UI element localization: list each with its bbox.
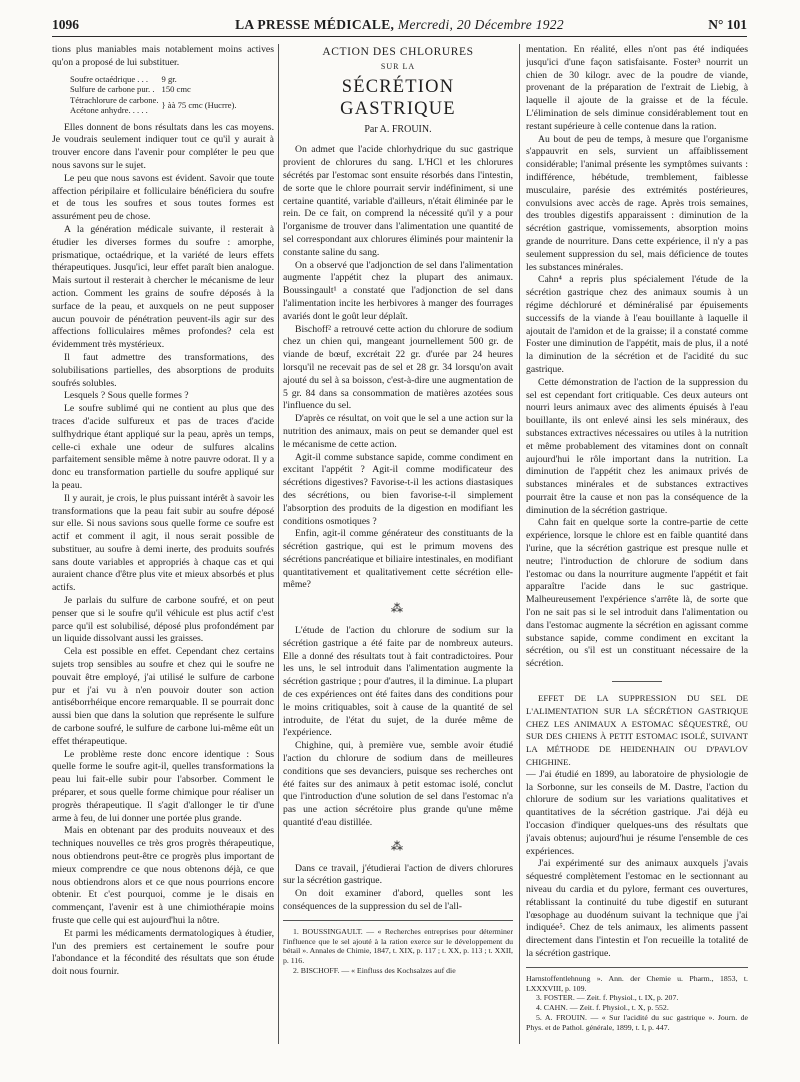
footnote: 2. BISCHOFF. — « Einfluss des Kochsalzes auf die	[293, 966, 456, 975]
paragraph: Elles donnent de bons résultats dans les cas moyens. Je voudrais seulement indiquer tout ce qu'il y aurait à trouver encore dans l'avenir pour compléter le peu que nous savons sur le sujet.	[52, 121, 274, 171]
issue-number: N° 101	[708, 17, 747, 32]
paragraph: Au bout de peu de temps, à mesure que l'organisme s'appauvrit en sels, survient un affaiblissement considérable; l'animal présente les symptômes suivants : indifférence, hébétude, tremblement, faiblesse musculaire, parésie des extrémités postérieures, convulsions avec accès de rage. Après trois semaines, des troubles digestifs apparaissent : diminution de la sécrétion gastrique, vomissements, absorption moins grande de nourriture. Dans cette expérience, il n'y a pas seulement suppression du sel, mais déficience de toutes les substances minérales.	[526, 133, 748, 273]
journal-name: LA PRESSE MÉDICALE,	[235, 17, 395, 32]
paragraph: Cahn⁴ a repris plus spécialement l'étude de la sécrétion gastrique chez des animaux soumis à un régime déchloruré et déminéralisé par épuisements successifs de la viande à l'eau bouillante à laquelle il ajoutait de l'amidon et de la graisse; il a constaté comme Foster une diminution de l'appétit, mais de plus, il a noté la diminution de la sécrétion et de l'acidité du suc gastrique.	[526, 274, 748, 375]
article-author: Par A. FROUIN.	[364, 123, 432, 135]
paragraph: Bischoff² a retrouvé cette action du chlorure de sodium chez un chien qui, mangeant journellement 500 gr. de viande de bœuf, excrétait 22 gr. d'urée par 24 heures lorsqu'il ne recevait pas de sel et 28 gr. 34 lorsqu'on avait ajouté du sel à sa boisson, c'est-à-dire une augmentation de 5 gr. 84 dans sa consommation de matières azotées sous l'influence du sel.	[283, 323, 513, 412]
footnote: 1. BOUSSINGAULT. — « Recherches entreprises pour déterminer l'influence que le sel ajouté à la ration exerce sur le développement du bétail ». Annales de Chimie, 1847, t. XIX, p. 117 ; t. XX, p. 113 ; t. XXII, p. 116.	[283, 926, 513, 966]
footnote: Harnstoffentlehnung ». Ann. der Chemie u. Pharm., 1853, t. LXXXVIII, p. 109.	[526, 973, 748, 993]
formula-amount: 150 cmc	[161, 84, 191, 95]
brace-icon: }	[161, 99, 166, 110]
formula-row	[70, 74, 240, 85]
paragraph: mentation. En réalité, elles n'ont pas été indiquées jusqu'ici d'une façon satisfaisante. Foster³ nourrit un chien de 30 kilogr. avec de la poudre de viande, provenant de la préparation de l'extrait de Liebig, à laquelle il ajoute de la graisse et de la fécule. L'élimination de sels diminue considérablement tout en restant supérieure à celle contenue dans la ration.	[526, 44, 748, 132]
footnotes	[526, 974, 748, 1033]
paragraph: Mais en obtenant par des produits nouveaux et des techniques nouvelles ce très gros progrès thérapeutique, nous obtiendrons peut-être ce progrès plus important de mieux comprendre ce que nous obtenons déjà, ce que nous obtiendrons alors et ce que nous pourrions encore obtenir. Et c'est pourquoi, comme je le disais en commençant, l'avenir est à une chimiothérapie moins fruste que celle qui est aujourd'hui la nôtre.	[52, 825, 274, 926]
formula-ingredient: Sulfure de carbone pur. .	[70, 84, 155, 95]
section-divider	[612, 681, 662, 682]
paragraph: Le problème reste donc encore identique : Sous quelle forme le soufre agit-il, quelles transformations la peau lui fait-elle subir pour l'absorber. Comment le préparer, et sous quelle forme chimique pour réaliser un progrès thérapeutique. Il s'agit d'allonger le tir d'une arme à feu, de lui donner une portée plus grande.	[52, 748, 274, 824]
paragraph: Le soufre sublimé qui ne contient au plus que des traces d'acide sulfureux et pas de traces d'acide sulfhydrique étant appliqué sur la peau, après un temps, celle-ci exhale une odeur de sulfures alcalins parfaitement sensible même à notre pauvre odorat. Il y a donc eu transformation partielle du soufre appliqué sur la peau.	[52, 403, 274, 491]
paragraph: On doit examiner d'abord, quelles sont les conséquences de la suppression du sel de l'all-	[283, 888, 513, 913]
formula-ingredient: Tétrachlorure de carbone.	[70, 94, 159, 105]
footnote: 4. CAHN. — Zeit. f. Physiol., t. X, p. 552.	[536, 1003, 669, 1013]
paragraph: Il faut admettre des transformations, des solubilisations partielles, des absorptions de produits soufrés solubles.	[52, 351, 274, 389]
paragraph: D'après ce résultat, on voit que le sel a une action sur la nutrition des animaux, mais on peut se demander quel est le mécanisme de cette action.	[283, 413, 513, 450]
article-title-line1: ACTION DES CHLORURES	[322, 46, 474, 58]
column-rule	[278, 44, 279, 1044]
paragraph: On admet que l'acide chlorhydrique du suc gastrique provient de chlorures du sang. L'HCl et les chlorures sécrétés par l'estomac sont ensuite résorbés dans l'intestin, de sorte que le chlore pourrait servir indéfiniment, si une certaine quantité, variable d'ailleurs, n'était éliminée par le rein. De ce fait, on comprend la nécessité qu'il y a pour l'organisme de trouver dans l'alimentation une quantité de sel correspondant aux chlorures éliminés pour maintenir la constante saline du sang.	[283, 144, 513, 258]
column-middle	[283, 44, 513, 1074]
formula-amount	[162, 95, 240, 116]
issue-date: Mercredi, 20 Décembre 1922	[397, 17, 564, 32]
column-right	[526, 44, 748, 1074]
footnote: 3. FOSTER. — Zeit. f. Physiol., t. IX, p. 207.	[536, 993, 679, 1003]
footnote-divider	[283, 920, 513, 921]
formula-ingredient: Acétone anhydre. . . . .	[70, 105, 148, 116]
formula-row	[70, 95, 240, 106]
formula-amount-text: àà 75 cmc (Hucrre).	[167, 99, 237, 110]
section-separator-stars: ⁂	[391, 601, 405, 616]
paragraph: Je parlais du sulfure de carbone soufré, et on peut penser que si le soufre qu'il véhicule est plus actif c'est parce qu'il est solubilisé, déposé plus profondément par un liquide dissolvant aussi les graisses.	[52, 595, 274, 645]
formula-row	[70, 84, 240, 95]
article-title-main: SÉCRÉTION GASTRIQUE	[340, 76, 456, 119]
section-separator-stars: ⁂	[391, 838, 405, 853]
paragraph: Agit-il comme substance sapide, comme condiment en excitant l'appétit ? Agit-il comme modificateur des sécrétions digestives? Favorise-t-il les actions diastasiques des sécrétions, ou bien favorise-t-il simplement l'absorption des produits de la digestion en modifiant les conditions osmotiques ?	[283, 451, 513, 527]
paragraph: L'étude de l'action du chlorure de sodium sur la sécrétion gastrique a été faite par de nombreux auteurs. Elle a donné des résultats tout à fait contradictoires. Pour les uns, le sel introduit dans l'alimentation augmente la sécrétion gastrique ; pour d'autres, il la diminue. La plupart de ces expériences ont été faites dans des conditions pour le moins critiquables, soit à cause de la quantité de sel introduite, de l'état du sujet, de la durée même de l'expérience.	[283, 625, 513, 739]
column-rule	[519, 44, 520, 1044]
journal-header	[52, 16, 747, 34]
formula-ingredient: Soufre octaédrique . . .	[70, 73, 149, 84]
column-left	[52, 44, 274, 1074]
paragraph: Enfin, agit-il comme générateur des constituants de la sécrétion gastrique, qui est le primum movens des sécrétions pancréatique et biliaire intestinales, en modifiant quantitativement et qualitativement cette sécrétion elle-même?	[283, 528, 513, 591]
footnote-divider	[526, 967, 748, 968]
formula-table	[70, 74, 240, 116]
paragraph: A la génération médicale suivante, il resterait à étudier les diverses formes du soufre : amorphe, prismatique, octaédrique, et la variété de leurs effets thérapeutiques. Jusqu'ici, leur effet paraît bien analogue. Mais surtout il resterait à chercher le mécanisme de leur action. Comment les grains de soufre déposés à la surface de la peau, et auxquels on ne peut supposer aucun pouvoir de pénétration peuvent-ils agir sur des affections folliculaires mêmes profondes? cela est évidemment très mystérieux.	[52, 223, 274, 351]
paragraph: Cette démonstration de l'action de la suppression du sel est cependant fort critiquable. Ces deux auteurs ont nourri leurs animaux avec des aliments épuisés à l'eau bouillante, ils ont enlevé ainsi les sels minéraux, des substances extractives nécessaires ou utiles à la nutrition et même probablement des vitamines dont on connaît aujourd'hui le rôle important dans la nutrition. La diminution de l'appétit chez les animaux privés de substances minérales et de substances extractives pourrait être la cause et non pas la conséquence de la diminution de la sécrétion gastrique.	[526, 376, 748, 516]
paragraph: Le peu que nous savons est évident. Savoir que toute affection péripilaire et folliculaire bénéficiera du soufre et de tous les soufres et sous toutes formes est assurément peu de chose.	[52, 172, 274, 223]
paragraph: On a observé que l'adjonction de sel dans l'alimentation augmente l'appétit chez la plupart des animaux. Boussingault¹ a constaté que l'adjonction de sel dans l'alimentation incite les herbivores à manger des fourrages avariés dont le goût leur déplaît.	[283, 259, 513, 322]
paragraph: J'ai expérimenté sur des animaux auxquels j'avais séquestré complètement l'estomac en le sectionnant au niveau du cardia et du pylore, fermant ces ouvertures, rétablissant la continuité du tube digestif en suturant l'œsophage au duodénum suivant la technique que j'ai indiquée⁵. Chez de tels animaux, les aliments passent directement dans l'intestin et l'on recueille la totalité de la sécrétion gastrique.	[526, 858, 748, 959]
footnote: 5. A. FROUIN. — « Sur l'acidité du suc gastrique ». Journ. de Phys. et de Pathol. générale, 1899, t. I, p. 447.	[526, 1012, 748, 1032]
paragraph: Cahn fait en quelque sorte la contre-partie de cette expérience, lorsque le chlore est en faible quantité dans l'urine, que la sécrétion gastrique est presque nulle et neutre; l'introduction de chlorure de sodium dans l'estomac ou dans la nourriture augmente l'appétit et fait apparaître l'acide dans le suc gastrique. Malheureusement l'expérience s'arrête là, de sorte que l'on ne sait pas si le sel introduit dans l'alimentation ou dans l'estomac augmente la sécrétion en agissant comme substance sapide, comme condiment en excitant la sécrétion, ou s'il est un constituant nécessaire de la sécrétion.	[526, 517, 748, 670]
paragraph: tions plus maniables mais notablement moins actives qu'on a proposé de lui substituer.	[52, 44, 274, 68]
section-heading: EFFET DE LA SUPPRESSION DU SEL DE L'ALIMENTATION SUR LA SÉCRÉTION GASTRIQUE CHEZ LES ANIMAUX A ESTOMAC SÉQUESTRÉ, OU SUR DES CHIENS À PETIT ESTOMAC ISOLÉ, SUIVANT LA MÉTHODE DE HEIDENHAIN OU D'PAVLOV CHIGHINE.	[526, 693, 748, 768]
formula-amount: 9 gr.	[161, 73, 177, 84]
paragraph: Cela est possible en effet. Cependant chez certains sujets trop sensibles au soufre et chez qui le soufre ne pouvait être employé, j'ai utilisé le sulfure de carbone pur et j'ai vu à n'en pouvoir douter son action antiséborrhéique encore remarquable. Il se pourrait donc aussi bien que dans la solution que représente le sulfure de carbone soufré, le sulfure de carbone lui-même eût un effet thérapeutique.	[52, 646, 274, 747]
article-title-line2: SUR LA	[380, 61, 416, 71]
paragraph: Et parmi les médicaments dermatologiques à étudier, l'un des premiers est certainement le soufre pour l'abondance et la fécondité des résultats que son étude doit nous fournir.	[52, 927, 274, 978]
paragraph: Lesquels ? Sous quelle formes ?	[64, 390, 189, 402]
paragraph: — J'ai étudié en 1899, au laboratoire de physiologie de la Sorbonne, sur les conseils de M. Dastre, l'action du chlorure de sodium sur les variations qualitatives et quantitatives de la sécrétion gastrique. J'ai déjà eu l'occasion d'indiquer quelques-uns des résultats que j'avais obtenus; aujourd'hui je résume l'ensemble de ces expériences.	[526, 768, 748, 857]
paragraph: Chighine, qui, à première vue, semble avoir étudié l'action du chlorure de sodium dans de meilleures conditions que ses devanciers, puisque ses recherches ont été faites sur des animaux à petit estomac isolé, conclut que l'introduction d'une solution de sel dans l'estomac n'a pas une action sécrétoire plus grande qu'une même quantité d'eau distillée.	[283, 740, 513, 829]
paragraph: Il y aurait, je crois, le plus puissant intérêt à savoir les transformations que la peau fait subir au soufre déposé sur elle. Si nous savions sous quelle forme ce soufre est actif et comment il agit, il nous serait possible de substituer, au soufre à demi inerte, des produits soufrés sans doute variables et appropriés à chaque cas et qui auraient chance d'être plus vite et mieux absorbés et plus actifs.	[52, 492, 274, 594]
page-number: 1096	[52, 17, 79, 32]
page-header	[52, 16, 747, 37]
paragraph: Dans ce travail, j'étudierai l'action de divers chlorures sur la sécrétion gastrique.	[283, 862, 513, 887]
footnotes	[283, 927, 513, 976]
